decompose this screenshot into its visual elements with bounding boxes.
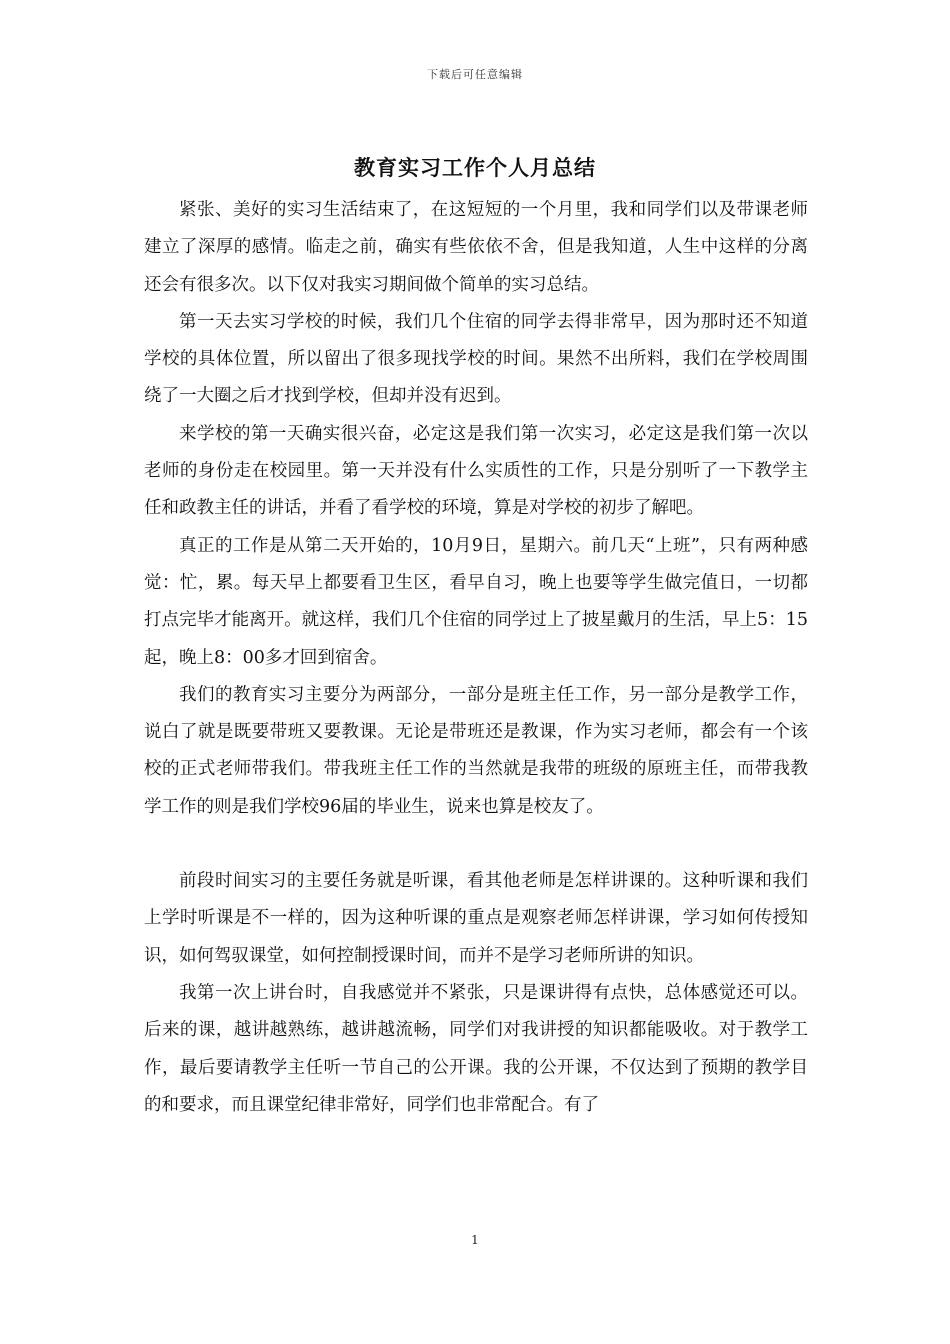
paragraph: 来学校的第一天确实很兴奋，必定这是我们第一次实习，必定这是我们第一次以老师的身份走在校园里。第一天并没有什么实质性的工作，只是分别听了一下教学主任和政教主任的讲话，并看了看学校的环境，算是对学校的初步了解吧。	[144, 423, 808, 519]
paragraph: 紧张、美好的实习生活结束了，在这短短的一个月里，我和同学们以及带课老师建立了深厚的感情。临走之前，确实有些依依不舍，但是我知道，人生中这样的分离还会有很多次。以下仅对我实习期间做个简单的实习总结。	[144, 200, 808, 295]
paragraph: 前段时间实习的主要任务就是听课，看其他老师是怎样讲课的。这种听课和我们上学时听课是不一样的，因为这种听课的重点是观察老师怎样讲课，学习如何传授知识，如何驾驭课堂，如何控制授课时间，而并不是学习老师所讲的知识。	[144, 871, 808, 966]
document-body	[144, 192, 808, 1124]
paragraph: 真正的工作是从第二天开始的，10月9日，星期六。前几天“上班”，只有两种感觉：忙，累。每天早上都要看卫生区，看早自习，晚上也要等学生做完值日，一切都打点完毕才能离开。就这样，我们几个住宿的同学过上了披星戴月的生活，早上5：15起，晚上8：00多才回到宿舍。	[144, 535, 808, 668]
page-number: 1	[471, 1233, 479, 1247]
paragraph: 我第一次上讲台时，自我感觉并不紧张，只是课讲得有点快，总体感觉还可以。后来的课，越讲越熟练，越讲越流畅，同学们对我讲授的知识都能吸收。对于教学工作，最后要请教学主任听一节自己的公开课。我的公开课，不仅达到了预期的教学目的和要求，而且课堂纪律非常好，同学们也非常配合。有了	[144, 982, 808, 1115]
document-title: 教育实习工作个人月总结	[354, 155, 596, 180]
paragraph: 第一天去实习学校的时候，我们几个住宿的同学去得非常早，因为那时还不知道学校的具体位置，所以留出了很多现找学校的时间。果然不出所料，我们在学校周围绕了一大圈之后才找到学校，但却并没有迟到。	[144, 311, 808, 407]
header-note: 下载后可任意编辑	[427, 68, 523, 81]
paragraph: 我们的教育实习主要分为两部分，一部分是班主任工作，另一部分是教学工作，说白了就是既要带班又要教课。无论是带班还是教课，作为实习老师，都会有一个该校的正式老师带我们。带我班主任工作的当然就是我带的班级的原班主任，而带我教学工作的则是我们学校96届的毕业生，说来也算是校友了。	[144, 684, 808, 817]
paragraph-spacer	[144, 826, 808, 863]
